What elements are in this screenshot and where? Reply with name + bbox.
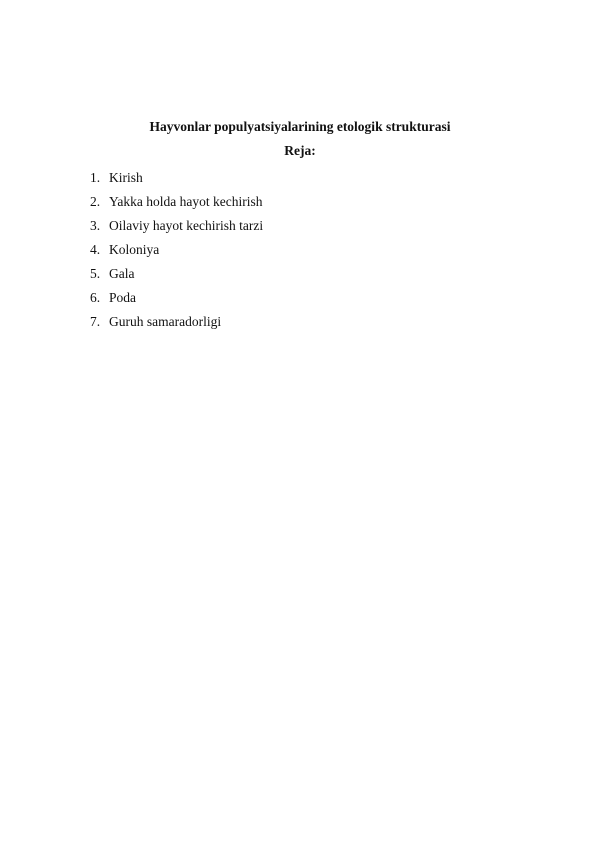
list-item <box>90 310 263 334</box>
list-item <box>90 166 263 190</box>
document-title: Hayvonlar populyatsiyalarining etologik strukturasi <box>149 119 451 134</box>
list-item-text: Guruh samaradorligi <box>109 314 222 329</box>
list-item-number: 1. <box>90 170 101 185</box>
list-item <box>90 214 263 238</box>
list-item-number: 7. <box>90 314 101 329</box>
list-item-number: 6. <box>90 290 101 305</box>
list-item <box>90 238 263 262</box>
plan-heading: Reja: <box>284 143 316 158</box>
list-item-text: Koloniya <box>109 242 160 257</box>
list-item-text: Poda <box>109 290 136 305</box>
list-item <box>90 190 263 214</box>
list-item-text: Yakka holda hayot kechirish <box>109 194 263 209</box>
list-item <box>90 262 263 286</box>
list-item-number: 5. <box>90 266 101 281</box>
list-item-number: 2. <box>90 194 101 209</box>
list-item-text: Kirish <box>109 170 143 185</box>
list-item-text: Gala <box>109 266 135 281</box>
plan-list <box>90 166 263 334</box>
list-item <box>90 286 263 310</box>
list-item-number: 4. <box>90 242 101 257</box>
list-item-number: 3. <box>90 218 101 233</box>
list-item-text: Oilaviy hayot kechirish tarzi <box>109 218 264 233</box>
